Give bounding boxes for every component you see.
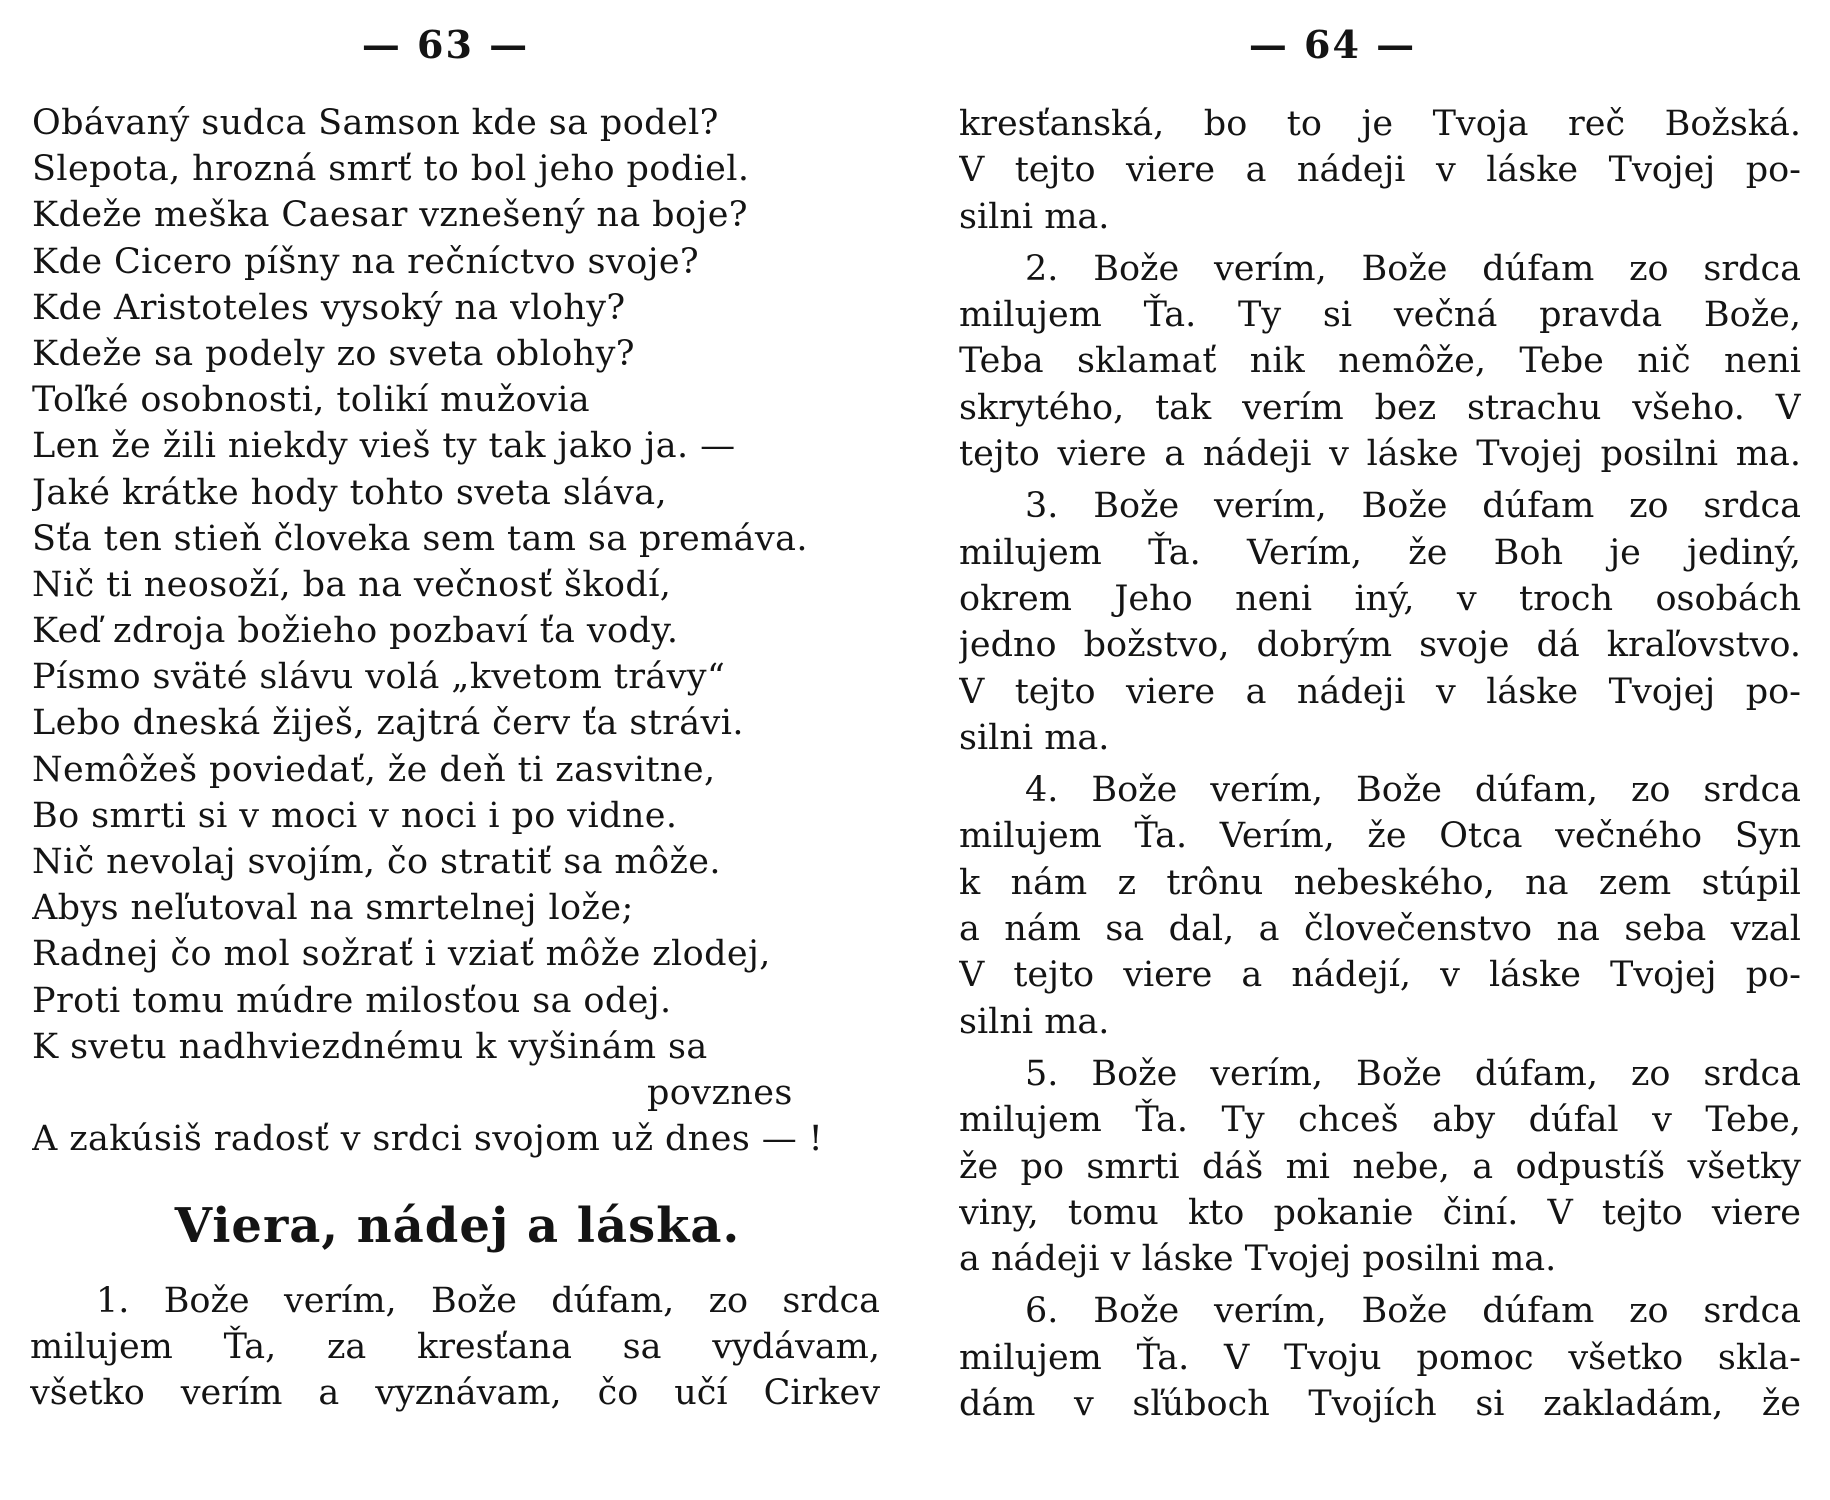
stanza-line: 1. Bože verím, Bože dúfam, zo srdca [96,1281,880,1321]
stanza-line: silni ma. [959,717,1110,758]
stanza-line: tejto viere a nádeji v láske Tvojej posilni ma. [959,434,1801,475]
poem-line: Písmo sväté slávu volá „kvetom trávy“ [32,657,726,698]
song-stanzas [959,101,1801,1427]
poem-line: Abys neľutoval na smrtelnej lože; [32,888,634,929]
stanza-line: V tejto viere a nádeji v láske Tvojej po- [959,150,1801,191]
poem-line: Nemôžeš poviedať, že deň ti zasvitne, [32,749,716,790]
poem-line: Obávaný sudca Samson kde sa podel? [32,103,719,143]
poem-line: Bo smrti si v moci v noci i po vidne. [32,795,678,836]
right-page [915,0,1830,1500]
poem-line: Toľké osobnosti, tolikí mužovia [32,380,591,421]
poem-line: Lebo dneská žiješ, zajtrá červ ťa strávi. [32,703,744,744]
poem-line: K svetu nadhviezdnému k vyšinám sa [32,1026,708,1067]
stanza-line: milujem Ťa. Ty si večná pravda Bože, [959,295,1801,336]
stanza-line: Teba sklamať nik nemôže, Tebe nič neni [959,341,1801,382]
stanza-line: 5. Bože verím, Bože dúfam, zo srdca [1025,1053,1801,1094]
poem-line: Sťa ten stieň človeka sem tam sa premáva. [32,518,808,559]
stanza-line: okrem Jeho neni iný, v troch osobách [959,578,1801,619]
poem-line: Jaké krátke hody tohto sveta sláva, [32,472,668,513]
stanza-line: jedno božstvo, dobrým svoje dá kraľovstvo. [959,625,1801,666]
poem-line: Proti tomu múdre milosťou sa odej. [32,980,672,1021]
stanza-line: milujem Ťa. Verím, že Boh je jediný, [959,532,1801,573]
stanza-line: milujem Ťa. Verím, že Otca večného Syn [959,816,1801,857]
stanza-line: skrytého, tak verím bez strachu všeho. V [959,387,1801,428]
stanza-line: silni ma. [959,196,1110,237]
page-number: — 64 — [1248,22,1417,67]
poem-line: A zakúsiš radosť v srdci svojom už dnes — ! [32,1119,824,1160]
stanza-line: kresťanská, bo to je Tvoja reč Božská. [959,104,1801,144]
stanza-line: silni ma. [959,1001,1110,1042]
song-stanza [959,101,1801,240]
poem-line: Keď zdroja božieho pozbaví ťa vody. [32,611,679,652]
poem-line: Nič nevolaj svojím, čo stratiť sa môže. [32,842,721,882]
song-title: Viera, nádej a láska. [174,1198,741,1254]
poem [32,100,892,1162]
stanza-line: 3. Bože verím, Bože dúfam zo srdca [1025,486,1801,527]
stanza-line: a nám sa dal, a človečenstvo na seba vzal [959,909,1801,950]
poem-line: Kdeže meška Caesar vznešený na boje? [32,195,748,236]
stanza-line: 4. Bože verím, Bože dúfam, zo srdca [1025,770,1801,811]
poem-line: Kde Cicero píšny na rečníctvo svoje? [32,241,700,282]
poem-line: Slepota, hrozná smrť to bol jeho podiel. [32,149,750,190]
stanza-line: všetko verím a vyznávam, čo učí Cirkev [30,1373,880,1413]
song-stanza [959,1288,1801,1427]
song-stanza [959,483,1801,761]
stanza-line: a nádeji v láske Tvojej posilni ma. [959,1239,1557,1280]
stanza-line: V tejto viere a nádeji v láske Tvojej po- [959,671,1801,712]
stanza-line: milujem Ťa. Ty chceš aby dúfal v Tebe, [959,1100,1801,1141]
poem-line-continuation: povznes [647,1072,793,1113]
stanza-line: 2. Bože verím, Bože dúfam zo srdca [1025,248,1801,289]
stanza-line: milujem Ťa, za kresťana sa vydávam, [30,1327,880,1367]
page-number: — 63 — [361,22,530,67]
stanza-line: 6. Bože verím, Bože dúfam zo srdca [1025,1291,1801,1332]
stanza-line: dám v sľúboch Tvojích si zakladám, že [959,1384,1801,1425]
stanza-line: viny, tomu kto pokanie činí. V tejto viere [959,1192,1801,1233]
song-stanza [30,1278,880,1416]
poem-line: Kdeže sa podely zo sveta oblohy? [32,333,635,374]
poem-line: Kde Aristoteles vysoký na vlohy? [32,287,626,328]
poem-line: Nič ti neosoží, ba na večnosť škodí, [32,564,672,605]
poem-line: Radnej čo mol sožrať i vziať môže zlodej, [32,934,771,975]
song-stanza [959,767,1801,1045]
song-stanza [959,1051,1801,1282]
stanza-line: V tejto viere a nádejí, v láske Tvojej po- [959,955,1801,996]
stanza-line: milujem Ťa. V Tvoju pomoc všetko skla- [959,1337,1801,1378]
poem-line: Len že žili niekdy vieš ty tak jako ja. — [32,426,736,467]
song-stanza [959,246,1801,477]
stanza-line: že po smrti dáš mi nebe, a odpustíš všetky [959,1146,1801,1187]
stanza-line: k nám z trônu nebeského, na zem stúpil [959,862,1801,903]
